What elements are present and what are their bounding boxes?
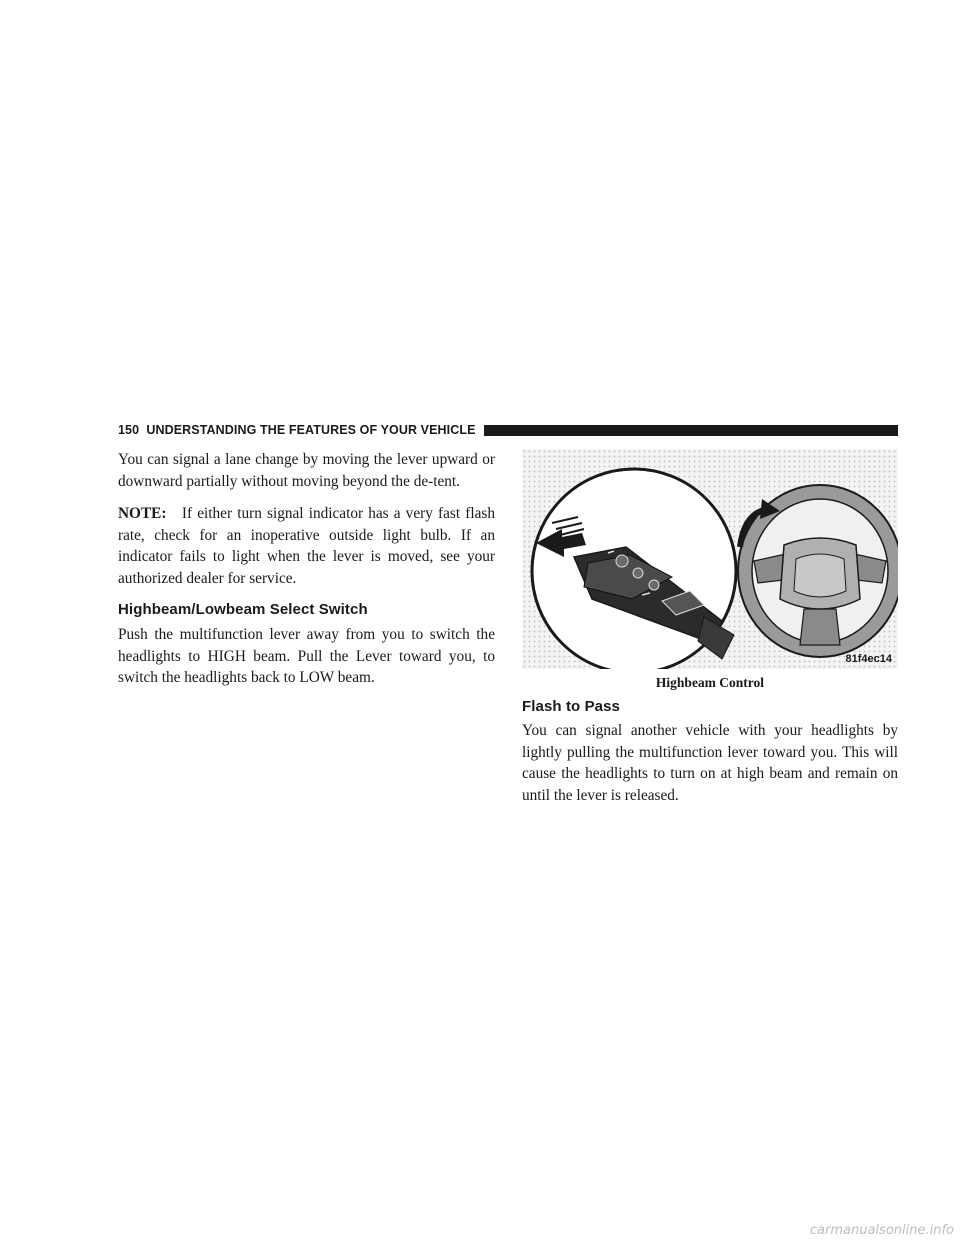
- note-label: NOTE:: [118, 505, 167, 522]
- right-column: [522, 697, 898, 806]
- page-number-and-section: [118, 423, 476, 437]
- lane-change-paragraph: You can signal a lane change by moving the lever upward or downward partially without moving beyond the de-tent.: [118, 451, 495, 490]
- note-text: If either turn signal indicator has a very fast flash rate, check for an inoperative outside light bulb. If an indicator fails to light when the lever is moved, see your authorized dealer for service.: [118, 505, 495, 587]
- note-paragraph: [118, 503, 495, 589]
- page-header: [118, 423, 898, 437]
- page-number: 150: [118, 423, 140, 437]
- flash-to-pass-paragraph: You can signal another vehicle with your headlights by lightly pulling the multifunction lever toward you. This will cause the headlights to turn on at high beam and remain on until the lever is released.: [522, 722, 898, 804]
- section-title: UNDERSTANDING THE FEATURES OF YOUR VEHICLE: [146, 423, 476, 437]
- figure-code: 81f4ec14: [845, 653, 892, 665]
- highbeam-paragraph: Push the multifunction lever away from you to switch the headlights to HIGH beam. Pull the Lever toward you, to switch the headlights back to LOW beam.: [118, 626, 495, 686]
- watermark: carmanualsonline.info: [809, 1223, 954, 1238]
- lever-and-wheel-drawing: [522, 449, 898, 669]
- header-rule: [484, 425, 898, 436]
- flash-to-pass-heading: Flash to Pass: [522, 698, 621, 715]
- left-column: [118, 449, 495, 689]
- figure-caption: Highbeam Control: [655, 675, 765, 690]
- highbeam-control-illustration: [522, 449, 898, 669]
- highbeam-heading: Highbeam/Lowbeam Select Switch: [118, 601, 368, 618]
